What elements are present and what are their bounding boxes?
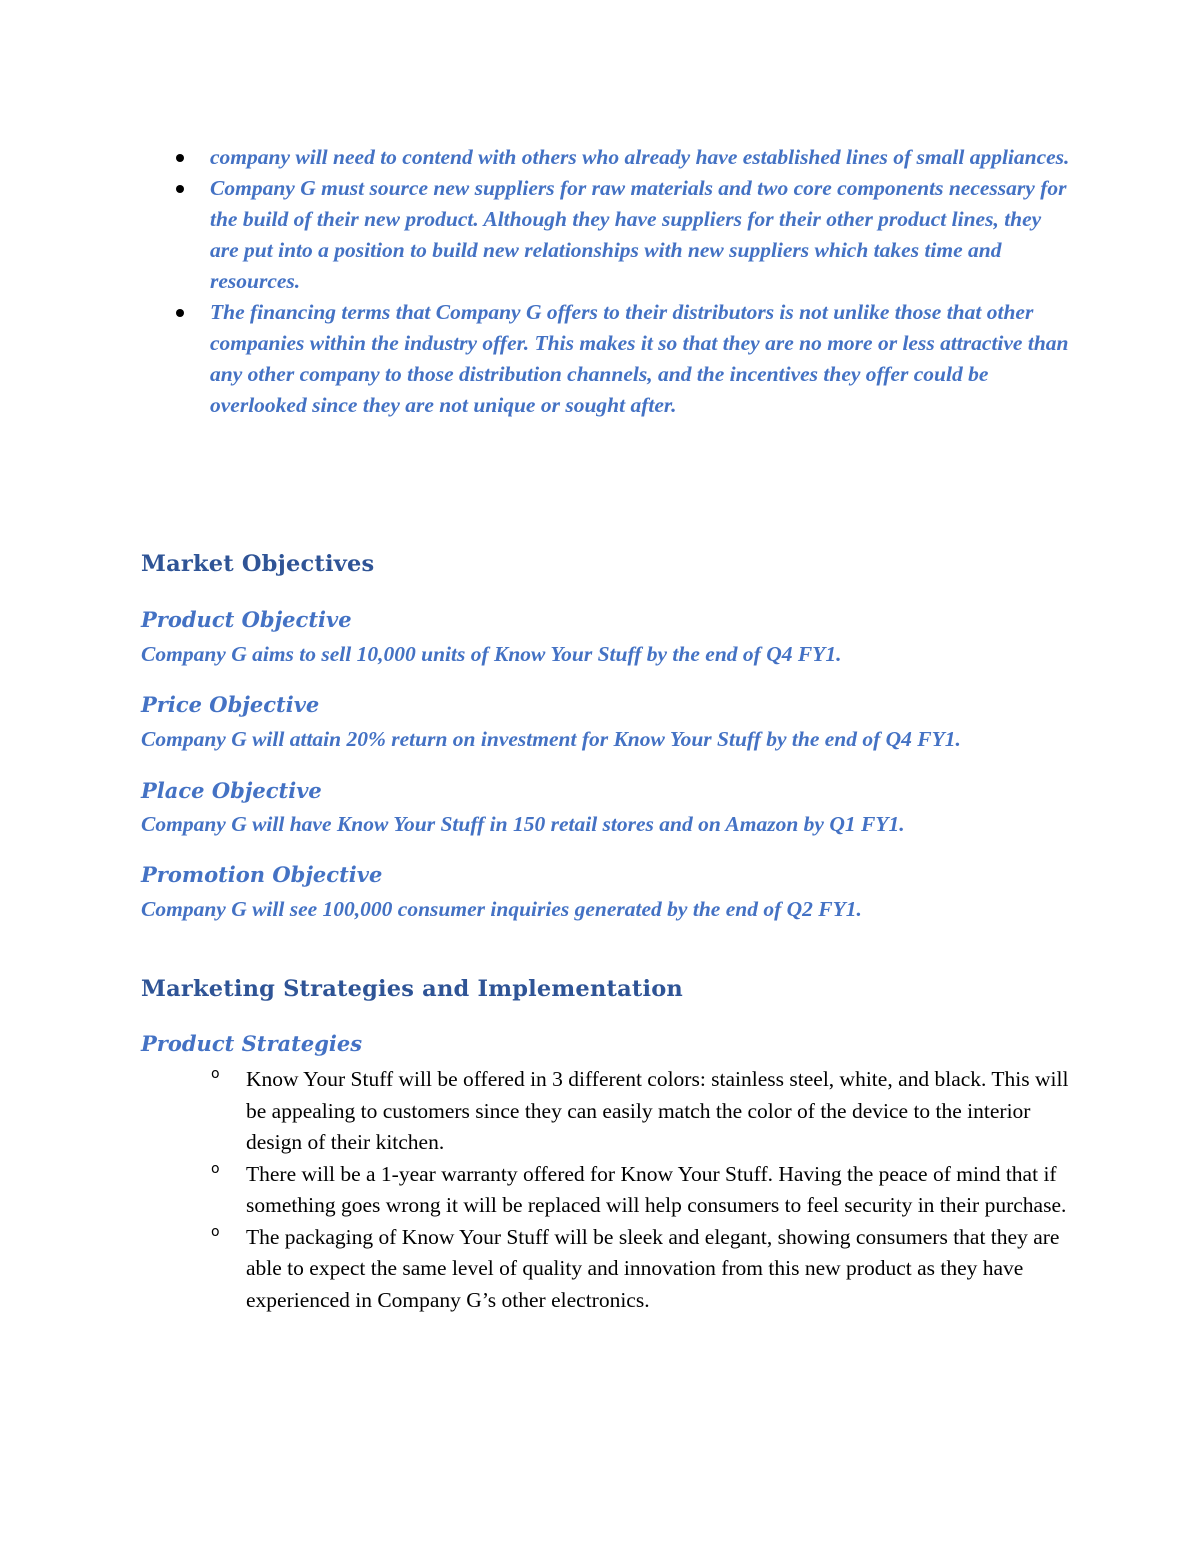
product-objective-heading: Product Objective (141, 607, 352, 632)
price-objective-text: Company G will attain 20% return on investment for Know Your Stuff by the end of Q4 FY1. (141, 727, 961, 751)
list-item (160, 173, 1070, 297)
market-objectives-heading: Market Objectives (141, 551, 375, 577)
weakness-text: Company G must source new suppliers for raw materials and two core components necessary for the build of their new product. Although they have suppliers for their other product lines, they are put into a position to build new relationships with new suppliers which takes time and resources. (210, 176, 1067, 293)
marketing-strategies-heading: Marketing Strategies and Implementation (141, 976, 683, 1002)
weakness-text: company will need to contend with others who already have established lines of small appliances. (210, 145, 1070, 169)
list-item (200, 1064, 1070, 1159)
place-objective-text: Company G will have Know Your Stuff in 150 retail stores and on Amazon by Q1 FY1. (141, 812, 905, 836)
price-objective-heading: Price Objective (141, 692, 320, 717)
bullet-icon (176, 154, 184, 162)
circle-bullet-icon: o (211, 1160, 220, 1177)
place-objective-heading: Place Objective (141, 778, 322, 803)
list-item (160, 297, 1070, 421)
circle-bullet-icon: o (211, 1066, 220, 1082)
strategy-text: There will be a 1-year warranty offered for Know Your Stuff. Having the peace of mind that if something goes wrong it will be replaced will help consumers to feel security in their purchase. (246, 1161, 1067, 1217)
list-item (200, 1159, 1070, 1222)
product-strategies-heading: Product Strategies (141, 1031, 363, 1056)
circle-bullet-icon: o (211, 1223, 220, 1240)
promotion-objective-text: Company G will see 100,000 consumer inquiries generated by the end of Q2 FY1. (141, 897, 862, 921)
promotion-objective-heading: Promotion Objective (141, 862, 383, 887)
weakness-list (160, 142, 1070, 421)
product-objective-text: Company G aims to sell 10,000 units of Know Your Stuff by the end of Q4 FY1. (141, 642, 842, 666)
list-item (160, 142, 1070, 173)
product-strategies-list (200, 1064, 1070, 1316)
strategy-text: Know Your Stuff will be offered in 3 different colors: stainless steel, white, and black. This will be appealing to customers since they can easily match the color of the device to the interior design of their kitchen. (246, 1067, 1069, 1154)
strategy-text: The packaging of Know Your Stuff will be sleek and elegant, showing consumers that they are able to expect the same level of quality and innovation from this new product as they have experienced in Company G’s other electronics. (246, 1224, 1060, 1312)
bullet-icon (176, 309, 184, 317)
weakness-text: The financing terms that Company G offers to their distributors is not unlike those that other companies within the industry offer. This makes it so that they are no more or less attractive than any other company to those distribution channels, and the incentives they offer could be overlooked since they are not unique or sought after. (210, 300, 1069, 417)
list-item (200, 1222, 1070, 1317)
bullet-icon (176, 185, 184, 193)
